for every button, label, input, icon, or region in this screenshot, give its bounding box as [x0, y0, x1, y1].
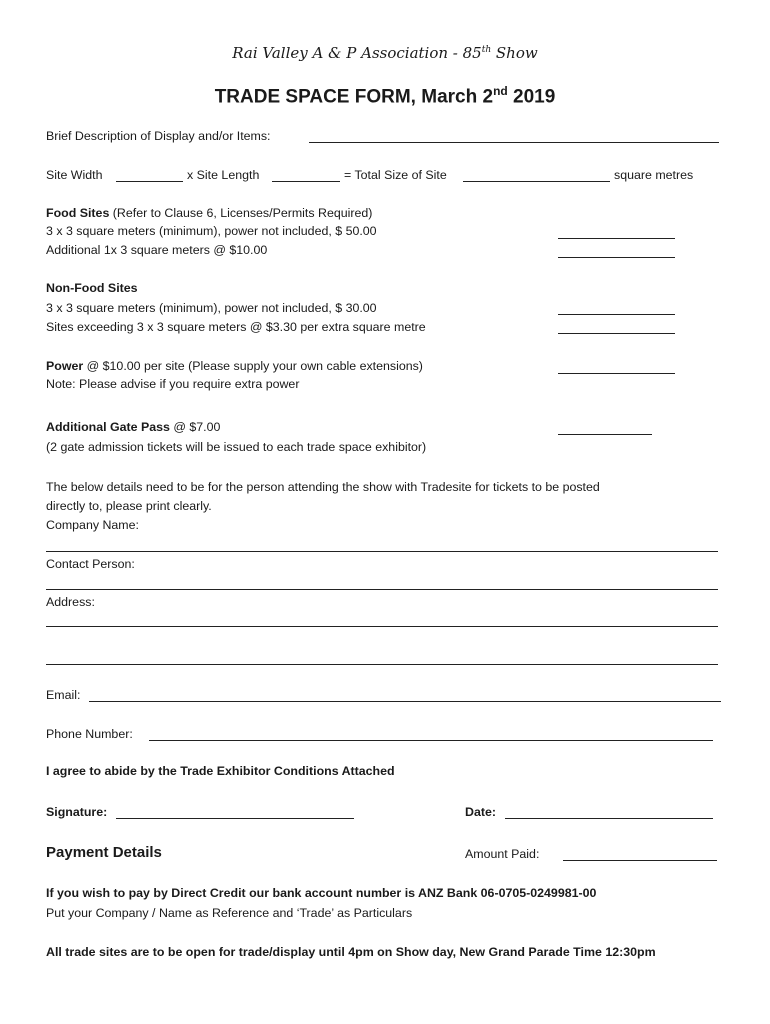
amount-paid-label: Amount Paid: [465, 847, 540, 861]
agreement-text: I agree to abide by the Trade Exhibitor Conditions Attached [46, 764, 395, 778]
signature-field[interactable] [116, 818, 354, 819]
contact-person-field[interactable] [46, 589, 718, 590]
company-name-field[interactable] [46, 551, 718, 552]
total-size-field[interactable] [463, 181, 610, 182]
power-field[interactable] [558, 373, 675, 374]
details-intro-line2: directly to, please print clearly. [46, 499, 212, 513]
date-field[interactable] [505, 818, 713, 819]
site-width-label: Site Width [46, 168, 103, 182]
nonfood-sites-field1[interactable] [558, 314, 675, 315]
phone-number-field[interactable] [149, 740, 713, 741]
nonfood-sites-heading: Non-Food Sites [46, 281, 138, 295]
nonfood-sites-line2: Sites exceeding 3 x 3 square meters @ $3.30 per extra square metre [46, 320, 426, 334]
address-field-line2[interactable] [46, 664, 718, 665]
bank-account-text: If you wish to pay by Direct Credit our bank account number is ANZ Bank 06-0705-0249981-00 [46, 886, 597, 900]
gate-pass-note: (2 gate admission tickets will be issued to each trade space exhibitor) [46, 440, 427, 454]
food-sites-field2[interactable] [558, 257, 675, 258]
power-note: Note: Please advise if you require extra power [46, 377, 300, 391]
square-metres-unit: square metres [614, 168, 694, 182]
company-name-label: Company Name: [46, 518, 139, 532]
trade-hours-notice: All trade sites are to be open for trade/display until 4pm on Show day, New Grand Parade Time 12:30pm [46, 945, 656, 959]
email-field[interactable] [89, 701, 721, 702]
site-width-field[interactable] [116, 181, 183, 182]
site-length-label: x Site Length [187, 168, 260, 182]
details-intro-line1: The below details need to be for the person attending the show with Tradesite for tickets to be posted [46, 480, 600, 494]
reference-text: Put your Company / Name as Reference and ‘Trade’ as Particulars [46, 906, 413, 920]
food-sites-line1: 3 x 3 square meters (minimum), power not included, $ 50.00 [46, 224, 377, 238]
date-label: Date: [465, 805, 496, 819]
form-title: TRADE SPACE FORM, March 2nd 2019 [214, 84, 556, 108]
total-size-label: = Total Size of Site [344, 168, 447, 182]
gate-pass-line: Additional Gate Pass @ $7.00 [46, 420, 221, 434]
address-field-line1[interactable] [46, 626, 718, 627]
description-label: Brief Description of Display and/or Items: [46, 129, 271, 143]
signature-label: Signature: [46, 805, 108, 819]
food-sites-heading: Food Sites (Refer to Clause 6, Licenses/Permits Required) [46, 206, 373, 220]
contact-person-label: Contact Person: [46, 557, 135, 571]
food-sites-field1[interactable] [558, 238, 675, 239]
association-subtitle: Rai Valley A & P Association - 85th Show [232, 44, 538, 62]
power-line: Power @ $10.00 per site (Please supply your own cable extensions) [46, 359, 423, 373]
gate-pass-field[interactable] [558, 434, 652, 435]
site-length-field[interactable] [272, 181, 340, 182]
address-label: Address: [46, 595, 95, 609]
nonfood-sites-field2[interactable] [558, 333, 675, 334]
phone-number-label: Phone Number: [46, 727, 133, 741]
nonfood-sites-line1: 3 x 3 square meters (minimum), power not included, $ 30.00 [46, 301, 377, 315]
email-label: Email: [46, 688, 81, 702]
amount-paid-field[interactable] [563, 860, 717, 861]
description-field[interactable] [309, 142, 719, 143]
food-sites-line2: Additional 1x 3 square meters @ $10.00 [46, 243, 268, 257]
payment-details-heading: Payment Details [46, 844, 162, 861]
